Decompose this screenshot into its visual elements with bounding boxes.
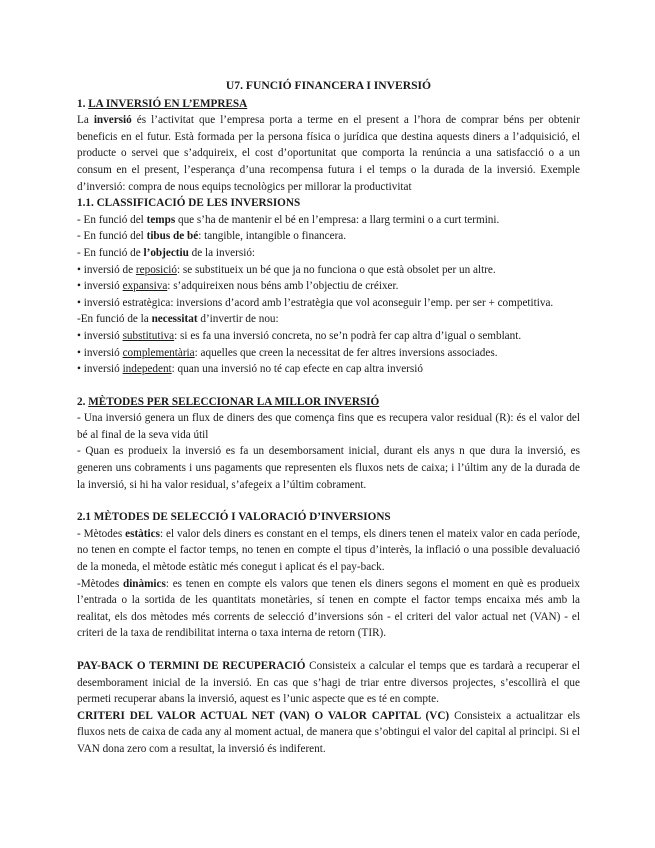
- text-run: - En funció del: [77, 230, 147, 243]
- text-run: : el valor dels diners es constant en el temps, els diners tenen el mateix valor en cada període, no tenen en compte el factor temps, no tenen en compte el tipus d’interès, la inflació o una possible devaluació de la moneda, el mètode estàtic més conegut i aplicat és el pay-back.: [77, 527, 580, 574]
- text-run: - En funció de: [77, 246, 144, 259]
- bold-term: inversió: [93, 114, 132, 127]
- section-2-paragraph: - Una inversió genera un flux de diners des que comença fins que es recupera valor residual (R): és el valor del bé al final de la seva vida útil: [77, 412, 580, 441]
- underlined-term: reposició: [135, 263, 177, 276]
- document-page: [77, 78, 580, 758]
- underlined-term: substitutiva: [122, 329, 175, 342]
- bold-term: tibus de bé: [146, 230, 199, 243]
- classification-line: [77, 212, 580, 229]
- text-run: -Mètodes: [77, 577, 123, 590]
- spacer: [77, 378, 580, 394]
- classification-bullet: [77, 345, 580, 362]
- text-run: • inversió: [77, 363, 123, 376]
- underlined-term: expansiva: [122, 280, 168, 293]
- section-2-title: MÈTODES PER SELECCIONAR LA MILLOR INVERSIÓ: [88, 395, 380, 408]
- text-run: -En funció de la: [77, 313, 152, 326]
- bold-term: necessitat: [151, 313, 198, 326]
- van-heading: CRITERI DEL VALOR ACTUAL NET (VAN) O VALOR CAPITAL (VC): [77, 709, 450, 722]
- section-1-number: 1.: [77, 97, 89, 110]
- text-run: : tangible, intangible o financera.: [198, 230, 347, 243]
- text-run: : quan una inversió no té cap efecte en cap altra inversió: [171, 363, 423, 376]
- underlined-term: complementària: [122, 346, 195, 359]
- classification-line: [77, 245, 580, 262]
- bold-term: estàtics: [125, 527, 160, 540]
- spacer: [77, 493, 580, 509]
- static-methods-paragraph: [77, 526, 580, 576]
- text-run: La: [77, 114, 94, 127]
- text-run: • inversió: [77, 329, 123, 342]
- payback-heading: PAY-BACK O TERMINI DE RECUPERACIÓ: [77, 660, 306, 672]
- underlined-term: indepedent: [122, 363, 172, 376]
- section-2-1-heading: 2.1 MÈTODES DE SELECCIÓ I VALORACIÓ D’INVERSIONS: [77, 511, 391, 524]
- classification-bullet: [77, 262, 580, 279]
- bold-term: l’objectiu: [143, 246, 189, 259]
- classification-line: [77, 311, 580, 328]
- section-1-paragraph: [77, 112, 580, 195]
- bold-term: temps: [146, 213, 176, 226]
- text-run: - En funció del: [77, 213, 147, 226]
- text-run: : se substitueix un bé que ja no funciona o que està obsolet per un altre.: [176, 263, 496, 276]
- text-run: Consisteix a actualitzar els fluxos nets de caixa de cada any al moment actual, de manera que s’obtingui el valor del capital al principi. Si el VAN dona zero com a resultat, la inversió és indiferent.: [77, 709, 581, 755]
- classification-bullet: [77, 328, 580, 345]
- text-run: d’invertir de nou:: [197, 313, 279, 326]
- text-run: : s’adquireixen nous béns amb l’objectiu de créixer.: [167, 280, 399, 293]
- text-run: : aquelles que creen la necessitat de fer altres inversions associades.: [194, 346, 498, 359]
- section-2-paragraph: - Quan es produeix la inversió es fa un desemborsament inicial, durant els anys n que dura la inversió, es generen uns cobraments i uns pagaments que representen els fluxos nets de caixa; i l’últim any de la durada de la inversió, si hi ha valor residual, s’afegeix a l’últim cobrament.: [77, 445, 580, 491]
- bold-term: dinàmics: [122, 577, 166, 590]
- text-run: : es tenen en compte els valors que tenen els diners segons el moment en què es produeix l’entrada o la sortida de les quantitats monetàries, sí tenen en compte el factor temps encaixa més amb la realitat, els dos mètodes més corrents de selecció d’inversions són - el criteri del valor actual net (VAN) - el criteri de la taxa de rendibilitat interna o taxa interna de retorn (TIR).: [77, 577, 580, 640]
- payback-paragraph: [77, 658, 580, 708]
- section-2-heading: [77, 394, 580, 411]
- section-2-number: 2.: [77, 395, 89, 408]
- text-run: : si es fa una inversió concreta, no se’n podrà fer cap altra d’igual o semblant.: [174, 329, 522, 342]
- text-run: • inversió de: [77, 263, 136, 276]
- van-paragraph: [77, 708, 580, 758]
- text-run: és l’activitat que l’empresa porta a terme en el present a l’hora de comprar béns per obtenir beneficis en el futur. Està formada per la persona física o jurídica que destina aquests diners a l’adquisició, el producte o servei que s’adquireix, el cost d’oportunitat que comporta la renúncia a una satisfacció o a un consum en el present, l’esperança d’una recompensa futura i el temps o la durada de la inversió. Exemple d’inversió: compra de nous equips tecnològics per millorar la productivitat: [77, 114, 580, 193]
- text-run: • inversió: [77, 346, 123, 359]
- classification-bullet: • inversió estratègica: inversions d’acord amb l’estratègia que vol aconseguir l’emp. per ser + competitiva.: [77, 296, 554, 309]
- spacer: [77, 642, 580, 658]
- dynamic-methods-paragraph: [77, 576, 580, 642]
- section-1-title: LA INVERSIÓ EN L’EMPRESA: [88, 97, 248, 110]
- classification-line: [77, 228, 580, 245]
- text-run: • inversió: [77, 280, 123, 293]
- classification-bullet: [77, 278, 580, 295]
- text-run: que s’ha de mantenir el bé en l’empresa: a llarg termini o a curt termini.: [175, 213, 500, 226]
- text-run: de la inversió:: [188, 246, 256, 259]
- classification-bullet: [77, 361, 580, 378]
- text-run: - Mètodes: [77, 527, 126, 540]
- section-1-heading: [77, 96, 580, 113]
- text-run: Consisteix a calcular el temps que es tardarà a recuperar el desemborament inicial de la inversió. En cas que s’hagi de triar entre diversos projectes, s’escollirà el que permeti recuperar abans la inversió, aquest es l’unic aspecte que es té en compte.: [77, 660, 580, 706]
- section-1-1-heading: 1.1. CLASSIFICACIÓ DE LES INVERSIONS: [77, 197, 301, 210]
- document-title: U7. FUNCIÓ FINANCERA I INVERSIÓ: [225, 79, 432, 92]
